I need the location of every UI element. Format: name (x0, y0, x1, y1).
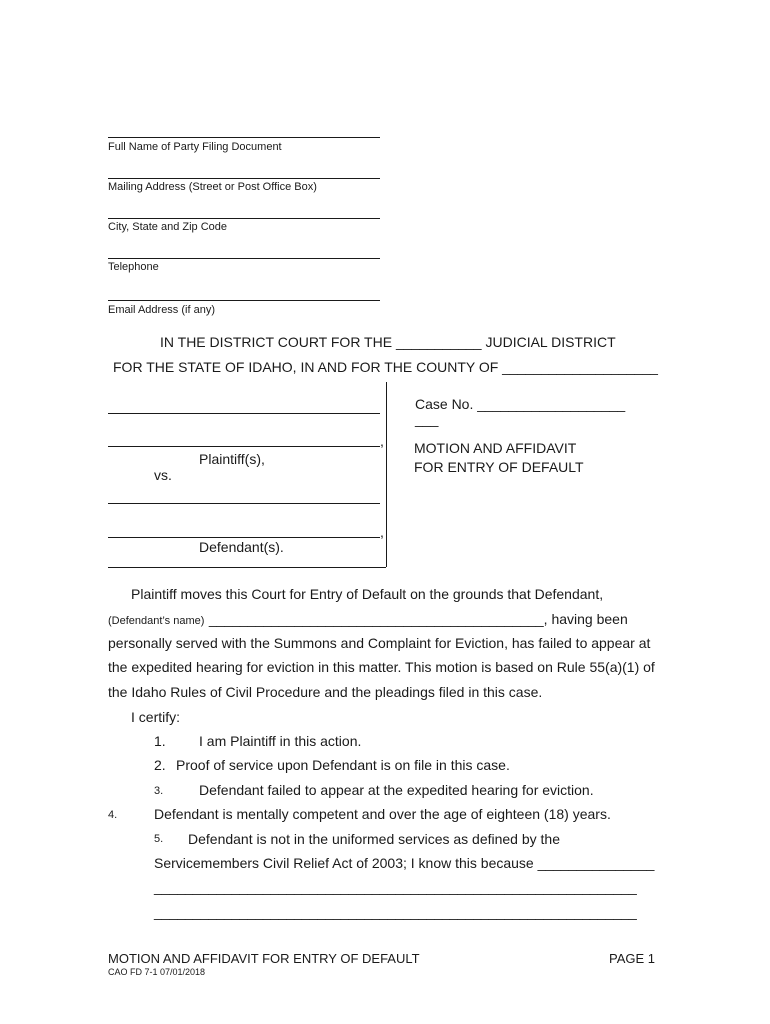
certify-label: I certify: (131, 709, 181, 725)
defendant-name-blank: ___________________________________________, having been (208, 611, 628, 627)
paragraph-line-3: personally served with the Summons and Complaint for Eviction, has failed to appear at (108, 635, 651, 651)
item-3-text: Defendant failed to appear at the expedited hearing for eviction. (199, 782, 594, 798)
case-number-continuation: ___ (415, 411, 439, 427)
item-2-text: Proof of service upon Defendant is on file in this case. (176, 757, 510, 773)
defendant-blank-line-2 (108, 537, 380, 538)
defendant-name-hint: (Defendant’s name) (108, 615, 205, 627)
caption-bottom-line (108, 567, 386, 568)
item-5-text: Defendant is not in the uniformed services as defined by the (188, 831, 560, 847)
plaintiffs-label: Plaintiff(s), (199, 451, 265, 467)
explanation-blank-line-1: ______________________________________________________________ (154, 879, 637, 895)
court-line-1: IN THE DISTRICT COURT FOR THE ___________ JUDICIAL DISTRICT (160, 334, 616, 350)
city-label: City, State and Zip Code (108, 221, 228, 233)
paragraph-line-4: the expedited hearing for eviction in this matter. This motion is based on Rule 55(a)(1) of (108, 659, 655, 675)
plaintiff-blank-line-1 (108, 413, 380, 414)
item-5-continuation: Servicemembers Civil Relief Act of 2003; I know this because _______________ (154, 855, 655, 871)
case-number: Case No. ___________________ (415, 396, 626, 412)
telephone-blank-line (108, 258, 380, 259)
email-label: Email Address (if any) (108, 304, 215, 316)
document-title-line-1: MOTION AND AFFIDAVIT (414, 440, 577, 456)
item-5-number: 5. (154, 833, 164, 845)
defendant-comma: , (380, 524, 384, 540)
item-4-text: Defendant is mentally competent and over the age of eighteen (18) years. (154, 806, 611, 822)
item-1-text: I am Plaintiff in this action. (199, 733, 362, 749)
footer-page-number: PAGE 1 (609, 951, 656, 966)
address-label: Mailing Address (Street or Post Office Box) (108, 181, 317, 193)
plaintiff-comma: , (380, 433, 384, 449)
city-blank-line (108, 218, 380, 219)
item-3-number: 3. (154, 785, 164, 797)
explanation-blank-line-2: ______________________________________________________________ (154, 904, 637, 920)
email-blank-line (108, 300, 380, 301)
paragraph-line-1: Plaintiff moves this Court for Entry of Default on the grounds that Defendant, (131, 586, 604, 602)
paragraph-line-5: the Idaho Rules of Civil Procedure and the pleadings filed in this case. (108, 684, 543, 700)
caption-divider (386, 382, 387, 567)
footer-form-code: CAO FD 7-1 07/01/2018 (108, 967, 206, 977)
defendants-label: Defendant(s). (199, 539, 284, 555)
name-label: Full Name of Party Filing Document (108, 141, 282, 153)
defendant-blank-line-1 (108, 503, 380, 504)
court-line-2: FOR THE STATE OF IDAHO, IN AND FOR THE COUNTY OF ____________________ (113, 359, 658, 375)
item-1-number: 1. (154, 733, 166, 749)
name-blank-line (108, 137, 380, 138)
item-2-number: 2. (154, 757, 166, 773)
address-blank-line (108, 178, 380, 179)
telephone-label: Telephone (108, 261, 159, 273)
item-4-number: 4. (108, 809, 118, 821)
footer-title: MOTION AND AFFIDAVIT FOR ENTRY OF DEFAULT (108, 951, 420, 966)
plaintiff-blank-line-2 (108, 446, 380, 447)
paragraph-line-2 (108, 611, 628, 629)
document-title-line-2: FOR ENTRY OF DEFAULT (414, 459, 584, 475)
versus-label: vs. (154, 467, 172, 483)
